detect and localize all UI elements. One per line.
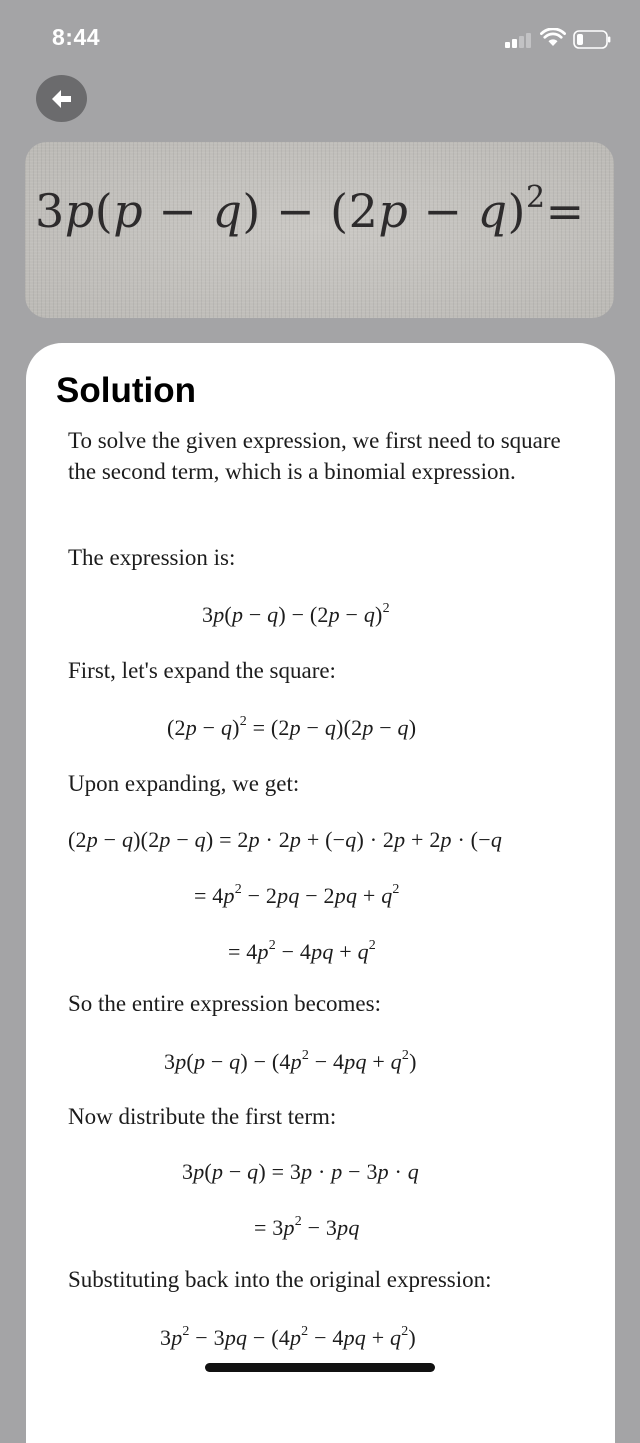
math-expansion-line-3: = $4p^2 - 4pq + q^2$ <box>228 938 376 964</box>
back-button[interactable] <box>36 75 87 122</box>
math-square-expansion: $(2p - q)^2 = (2p - q)(2p - q)$ <box>167 714 417 740</box>
substituting-label: Substituting back into the original expression: <box>68 1267 492 1292</box>
captured-problem-photo[interactable] <box>25 142 614 318</box>
cellular-signal-icon <box>505 32 533 48</box>
math-distribute-line-2: = $3p^2 - 3pq$ <box>254 1214 360 1240</box>
math-substituted-expression: $3p^2 - 3pq - (4p^2 - 4pq + q^2)$ <box>160 1324 416 1350</box>
status-time: 8:44 <box>52 24 101 50</box>
solution-intro-text: To solve the given expression, we first need to square the second term, which is a binomial expression. <box>68 428 561 484</box>
entire-expression-label: So the entire expression becomes: <box>68 991 381 1016</box>
distribute-label: Now distribute the first term: <box>68 1104 337 1129</box>
battery-icon <box>573 30 611 49</box>
expand-square-label: First, let's expand the square: <box>68 658 336 683</box>
photo-expression: $3p(p - q) - (2p - q)^2=$ <box>35 180 585 238</box>
solution-title: Solution <box>56 371 196 410</box>
wifi-icon <box>540 28 566 48</box>
math-expansion-line-2: = $4p^2 - 2pq - 2pq + q^2$ <box>194 882 400 908</box>
back-arrow-icon <box>50 89 74 109</box>
math-distribute-line-1: 3p(p − q) = 3p · p − 3p · q <box>182 1159 419 1184</box>
solution-card <box>26 343 615 1443</box>
status-bar <box>0 0 640 80</box>
expression-label: The expression is: <box>68 545 236 570</box>
math-expansion-line-1: (2p − q)(2p − q) = 2p · 2p + (−q) · 2p + 2p · (−q <box>68 827 503 852</box>
math-original-expression: $3p(p - q) - (2p - q)^2$ <box>202 601 390 627</box>
math-entire-expression: $3p(p - q) - (4p^2 - 4pq + q^2)$ <box>164 1048 417 1074</box>
home-indicator[interactable] <box>205 1363 435 1372</box>
expanding-label: Upon expanding, we get: <box>68 771 300 796</box>
